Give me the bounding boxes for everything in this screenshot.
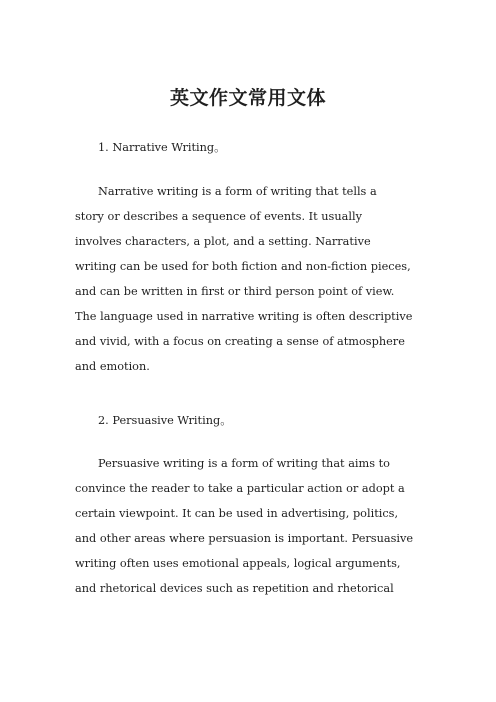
section-heading-persuasive: 2. Persuasive Writing。 bbox=[98, 414, 232, 427]
paragraph-line: story or describes a sequence of events. It usually bbox=[75, 210, 362, 223]
paragraph-line: Persuasive writing is a form of writing that aims to bbox=[98, 457, 390, 470]
paragraph-line: and vivid, with a focus on creating a sense of atmosphere bbox=[75, 335, 405, 348]
section-heading-narrative: 1. Narrative Writing。 bbox=[98, 141, 226, 154]
paragraph-line: involves characters, a plot, and a setting. Narrative bbox=[75, 235, 371, 248]
paragraph-line: and can be written in first or third person point of view. bbox=[75, 285, 395, 298]
paragraph-line: writing can be used for both fiction and non-fiction pieces, bbox=[75, 260, 411, 273]
paragraph-line: and rhetorical devices such as repetition and rhetorical bbox=[75, 582, 394, 595]
paragraph-line: Narrative writing is a form of writing that tells a bbox=[98, 185, 377, 198]
paragraph-line: convince the reader to take a particular action or adopt a bbox=[75, 482, 405, 495]
paragraph-line: and emotion. bbox=[75, 360, 150, 373]
paragraph-line: and other areas where persuasion is important. Persuasive bbox=[75, 532, 414, 545]
paragraph-line: writing often uses emotional appeals, logical arguments, bbox=[75, 557, 401, 570]
document-title: 英文作文常用文体 bbox=[169, 87, 326, 109]
paragraph-line: The language used in narrative writing is often descriptive bbox=[75, 310, 413, 323]
paragraph-line: certain viewpoint. It can be used in advertising, politics, bbox=[75, 507, 399, 520]
